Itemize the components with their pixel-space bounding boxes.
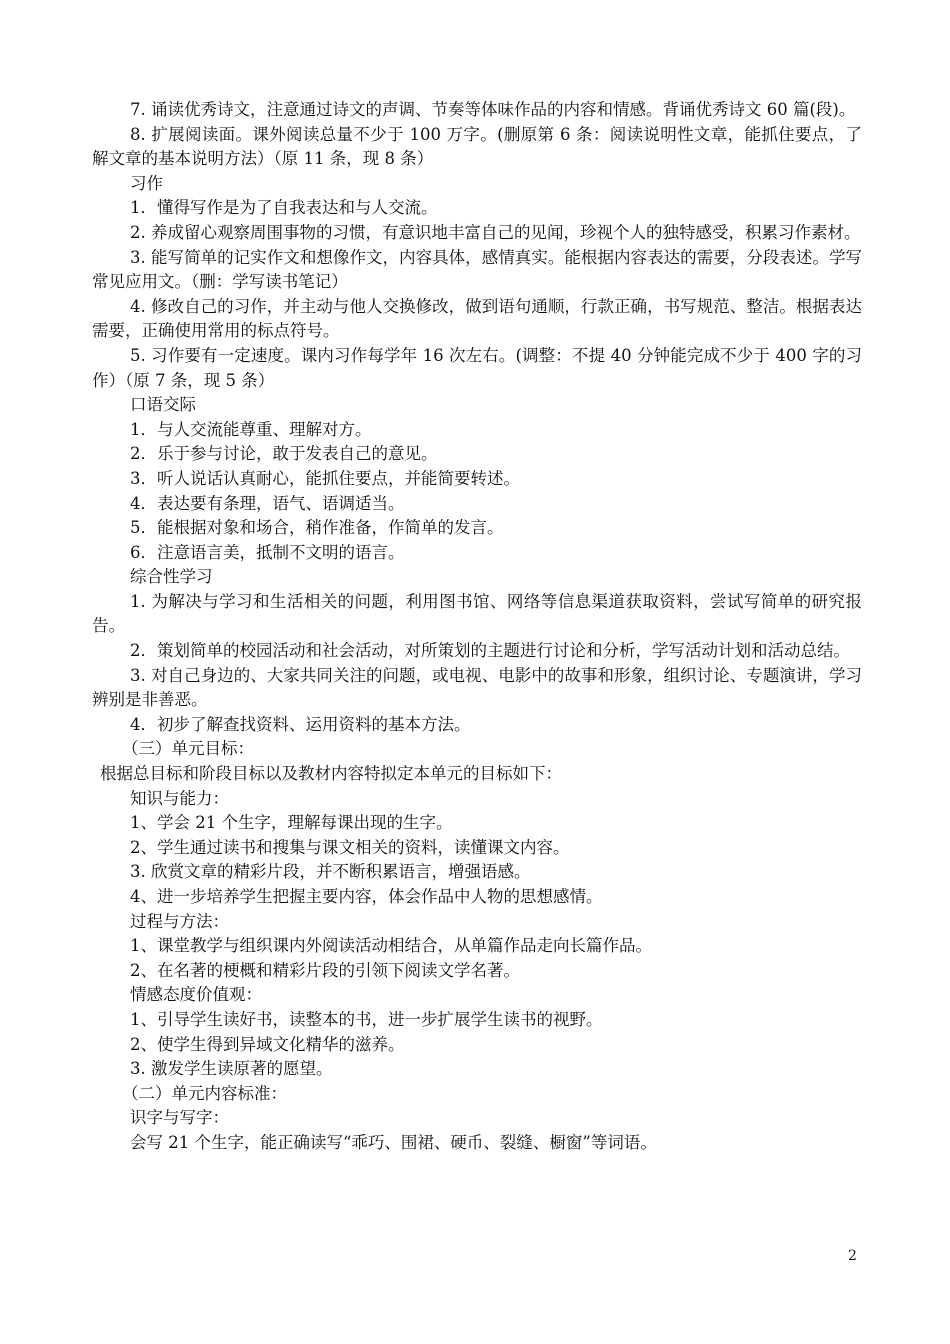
paragraph: 1、课堂教学与组织课内外阅读活动相结合，从单篇作品走向长篇作品。 (130, 936, 652, 956)
paragraph: 2. 养成留心观察周围事物的习惯，有意识地丰富自己的见闻，珍视个人的独特感受，积累习作素材。 (130, 222, 861, 242)
paragraph: 3．听人说话认真耐心，能抓住要点，并能简要转述。 (130, 468, 520, 488)
paragraph: 4．初步了解查找资料、运用资料的基本方法。 (130, 714, 471, 734)
paragraph: 3. 激发学生读原著的愿望。 (130, 1059, 333, 1079)
paragraph: 1．与人交流能尊重、理解对方。 (130, 419, 372, 439)
paragraph: 5. 习作要有一定速度。课内习作每学年 16 次左右。(调整：不提 40 分钟能完成不少于 400 字的习作）（原 7 条，现 5 条） (92, 345, 862, 390)
paragraph: 3. 能写简单的记实作文和想像作文，内容具体，感情真实。能根据内容表达的需要，分段表述。学写常见应用文。（删：学写读书笔记） (92, 247, 862, 292)
paragraph: 根据总目标和阶段目标以及教材内容特拟定本单元的目标如下： (100, 764, 562, 784)
paragraph: 1、引导学生读好书，读整本的书，进一步扩展学生读书的视野。 (130, 1009, 603, 1029)
section-heading: 习作 (130, 173, 163, 193)
paragraph: 会写 21 个生字，能正确读写“乖巧、围裙、硬币、裂缝、橱窗”等词语。 (130, 1132, 657, 1152)
section-heading: 口语交际 (130, 395, 196, 415)
paragraph: 7. 诵读优秀诗文，注意通过诗文的声调、节奏等体味作品的内容和情感。背诵优秀诗文 60 篇(段)。 (130, 100, 856, 119)
section-heading: 识字与写字： (130, 1108, 229, 1128)
page-number: 2 (848, 1248, 857, 1264)
section-heading: 情感态度价值观： (130, 985, 262, 1005)
paragraph: 1、学会 21 个生字，理解每课出现的生字。 (130, 813, 453, 833)
paragraph: 4．表达要有条理，语气、语调适当。 (130, 493, 405, 513)
paragraph: 5．能根据对象和场合，稍作准备，作简单的发言。 (130, 518, 504, 538)
paragraph: 1. 为解决与学习和生活相关的问题，利用图书馆、网络等信息渠道获取资料，尝试写简单的研究报告。 (92, 591, 862, 636)
section-heading: 综合性学习 (130, 567, 213, 587)
paragraph: 1．懂得写作是为了自我表达和与人交流。 (130, 198, 438, 218)
section-heading: （三）单元目标： (122, 739, 254, 759)
paragraph: 2、在名著的梗概和精彩片段的引领下阅读文学名著。 (130, 960, 520, 980)
paragraph: 4、进一步培养学生把握主要内容，体会作品中人物的思想感情。 (130, 887, 603, 906)
paragraph: 2、学生通过读书和搜集与课文相关的资料，读懂课文内容。 (130, 837, 570, 857)
paragraph: 3. 欣赏文章的精彩片段，并不断积累语言，增强语感。 (130, 862, 531, 882)
document-body (92, 98, 862, 1156)
paragraph: 6．注意语言美，抵制不文明的语言。 (130, 542, 405, 562)
section-heading: 知识与能力： (130, 788, 229, 808)
paragraph: 8. 扩展阅读面。课外阅读总量不少于 100 万字。(删原第 6 条：阅读说明性文章，能抓住要点，了解文章的基本说明方法）（原 11 条，现 8 条） (92, 124, 862, 169)
section-heading: （二）单元内容标准： (122, 1083, 287, 1103)
paragraph: 2、使学生得到异域文化精华的滋养。 (130, 1034, 405, 1054)
section-heading: 过程与方法： (130, 911, 229, 931)
paragraph: 2．策划简单的校园活动和社会活动，对所策划的主题进行讨论和分析，学写活动计划和活动总结。 (130, 641, 850, 661)
paragraph: 4. 修改自己的习作，并主动与他人交换修改，做到语句通顺，行款正确，书写规范、整洁。根据表达需要，正确使用常用的标点符号。 (92, 296, 862, 341)
paragraph: 3. 对自己身边的、大家共同关注的问题，或电视、电影中的故事和形象，组织讨论、专题演讲，学习辨别是非善恶。 (92, 665, 862, 710)
paragraph: 2．乐于参与讨论，敢于发表自己的意见。 (130, 444, 438, 464)
